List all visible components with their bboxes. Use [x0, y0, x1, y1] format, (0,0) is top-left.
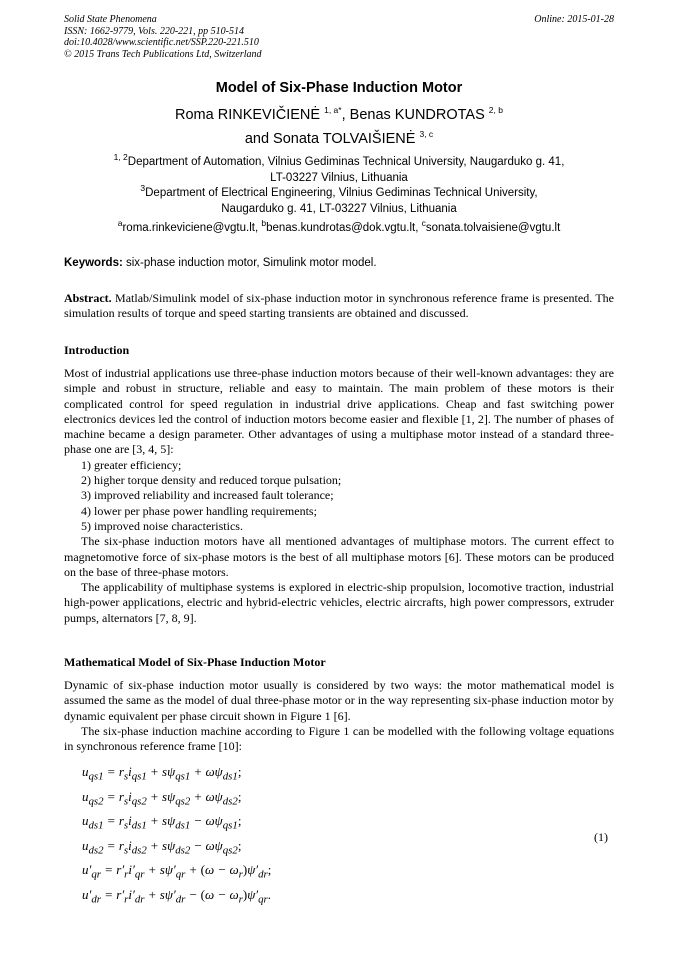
- affiliation-text: Department of Electrical Engineering, Vilnius Gediminas Technical University,: [145, 187, 538, 199]
- author-superscript: 2, b: [488, 105, 503, 116]
- author-superscript: 1, a*: [324, 105, 342, 116]
- affiliation-1: [0, 152, 678, 186]
- journal-name: Solid State Phenomena: [64, 14, 157, 25]
- abstract-text: Matlab/Simulink model of six-phase induction motor in synchronous reference frame is presented. The simulation results of torque and speed starting transients are obtained and discussed.: [64, 291, 615, 321]
- doi-line: doi:10.4028/www.scientific.net/SSP.220-221.510: [64, 37, 259, 48]
- affiliation-text: LT-03227 Vilnius, Lithuania: [270, 171, 408, 184]
- section-heading-math-model: Mathematical Model of Six-Phase Induction Motor: [64, 655, 326, 669]
- equation-line: $u_{qs1} = r_si_{qs1} + s\psi_{qs1} + \omega\psi_{ds1}$;: [82, 764, 242, 783]
- math-model-body: [64, 678, 614, 754]
- affiliation-text: Naugarduko g. 41, LT-03227 Vilnius, Lithuania: [221, 202, 457, 215]
- affiliation-superscript: 1, 2: [113, 152, 128, 163]
- author-list: Roma RINKEVIČIENĖ $^{1, a*}$, Benas KUNDROTAS $^{2, b}$ and Sonata TOLVAIŠIENĖ $^{3, c}$: [175, 105, 503, 147]
- list-item: 4) lower per phase power handling requirements;: [81, 503, 317, 518]
- paragraph: Most of industrial applications use three-phase induction motors because of their well-known advantages: they are simple and robust in structure, reliable and easy to maintain. The main problem of these motors is their complicated control for speed regulation in industrial drive applications. Cheap and fast switching power electronics devices led the control of induction motors become easier and flexible [1, 2]. The number of phases of machine became a design parameter. Other advantages of using a multiphase motor instead of a standard three-phase one are [3, 4, 5]:: [64, 366, 614, 457]
- section-heading-introduction: Introduction: [64, 343, 130, 357]
- equation-number: (1): [594, 830, 608, 844]
- abstract-label: Abstract.: [64, 291, 112, 305]
- paper-title: Model of Six-Phase Induction Motor: [215, 80, 463, 96]
- paragraph: The six-phase induction motors have all mentioned advantages of multiphase motors. The current effect to magnetomotive force of six-phase motors is the best of all multiphase motors [6]. These motors can be produced on the base of three-phase motors.: [64, 534, 614, 579]
- paragraph: Dynamic of six-phase induction motor usually is considered by two ways: the motor mathematical model is assumed the same as the model of dual three-phase motor or in the way representing six-phase induction motor by dynamic equivalent per phase circuit shown in Figure 1 [6].: [64, 678, 614, 723]
- online-date: Online: 2015-01-28: [534, 14, 614, 25]
- email-line: $^a$roma.rinkeviciene@vgtu.lt, $^b$benas.kundrotas@dok.vgtu.lt, $^c$sonata.tolvaisiene@vgtu.lt: [117, 218, 561, 234]
- author-superscript: 3, c: [419, 129, 434, 140]
- email-address[interactable]: roma.rinkeviciene@vgtu.lt: [122, 222, 255, 234]
- email-superscript: b: [261, 218, 267, 229]
- author-name: Sonata TOLVAIŠIENĖ: [273, 131, 416, 147]
- affiliation-superscript: 3: [140, 183, 146, 194]
- introduction-body: [64, 366, 614, 626]
- equation-line: $u_{ds2} = r_si_{ds2} + s\psi_{ds2} - \omega\psi_{qs2}$;: [82, 837, 242, 857]
- list-item: 2) higher torque density and reduced torque pulsation;: [81, 473, 342, 488]
- affiliation-3: [0, 183, 678, 217]
- author-name: Roma RINKEVIČIENĖ: [175, 107, 321, 123]
- voltage-equations: [82, 762, 271, 910]
- email-address[interactable]: sonata.tolvaisiene@vgtu.lt: [425, 222, 561, 234]
- email-address[interactable]: benas.kundrotas@dok.vgtu.lt: [266, 222, 416, 234]
- equation-line: $u_{ds1} = r_si_{ds1} + s\psi_{ds1} - \omega\psi_{qs1}$;: [82, 813, 242, 832]
- keywords-label: Keywords:: [64, 257, 123, 269]
- email-superscript: c: [421, 218, 426, 229]
- list-item: 3) improved reliability and increased fault tolerance;: [81, 488, 334, 503]
- paragraph: The applicability of multiphase systems is explored in electric-ship propulsion, locomotive traction, industrial high-power applications, electric and hybrid-electric vehicles, electric aircrafts, high power compressors, extruder pumps, alternators [7, 8, 9].: [64, 580, 614, 625]
- abstract: [64, 291, 614, 322]
- copyright-line: © 2015 Trans Tech Publications Ltd, Switzerland: [64, 48, 262, 60]
- advantages-list: [64, 458, 614, 534]
- author-conjunction: and: [244, 131, 270, 147]
- journal-header: [64, 14, 262, 60]
- list-item: 1) greater efficiency;: [81, 457, 182, 472]
- list-item: 5) improved noise characteristics.: [81, 518, 243, 533]
- issn-line: ISSN: 1662-9779, Vols. 220-221, pp 510-514: [64, 25, 244, 37]
- paragraph: The six-phase induction machine according to Figure 1 can be modelled with the following voltage equations in synchronous reference frame [10]:: [64, 723, 614, 754]
- email-superscript: a: [117, 218, 123, 229]
- affiliation-text: Department of Automation, Vilnius Gediminas Technical University, Naugarduko g. 41,: [127, 156, 565, 168]
- equation-line: $u_{qs2} = r_si_{qs2} + s\psi_{qs2} + \omega\psi_{ds2}$;: [82, 788, 242, 808]
- equation-line: $u'_{dr} = r'_ri'_{dr} + s\psi'_{dr} - (\omega - \omega_r)\psi'_{qr}$.: [82, 886, 272, 906]
- author-name: Benas KUNDROTAS: [349, 107, 485, 123]
- keywords-text: six-phase induction motor, Simulink motor model.: [126, 257, 377, 269]
- equation-line: $u'_{qr} = r'_ri'_{qr} + s\psi'_{qr} + (\omega - \omega_r)\psi'_{dr}$;: [82, 862, 272, 881]
- keywords: [64, 257, 616, 269]
